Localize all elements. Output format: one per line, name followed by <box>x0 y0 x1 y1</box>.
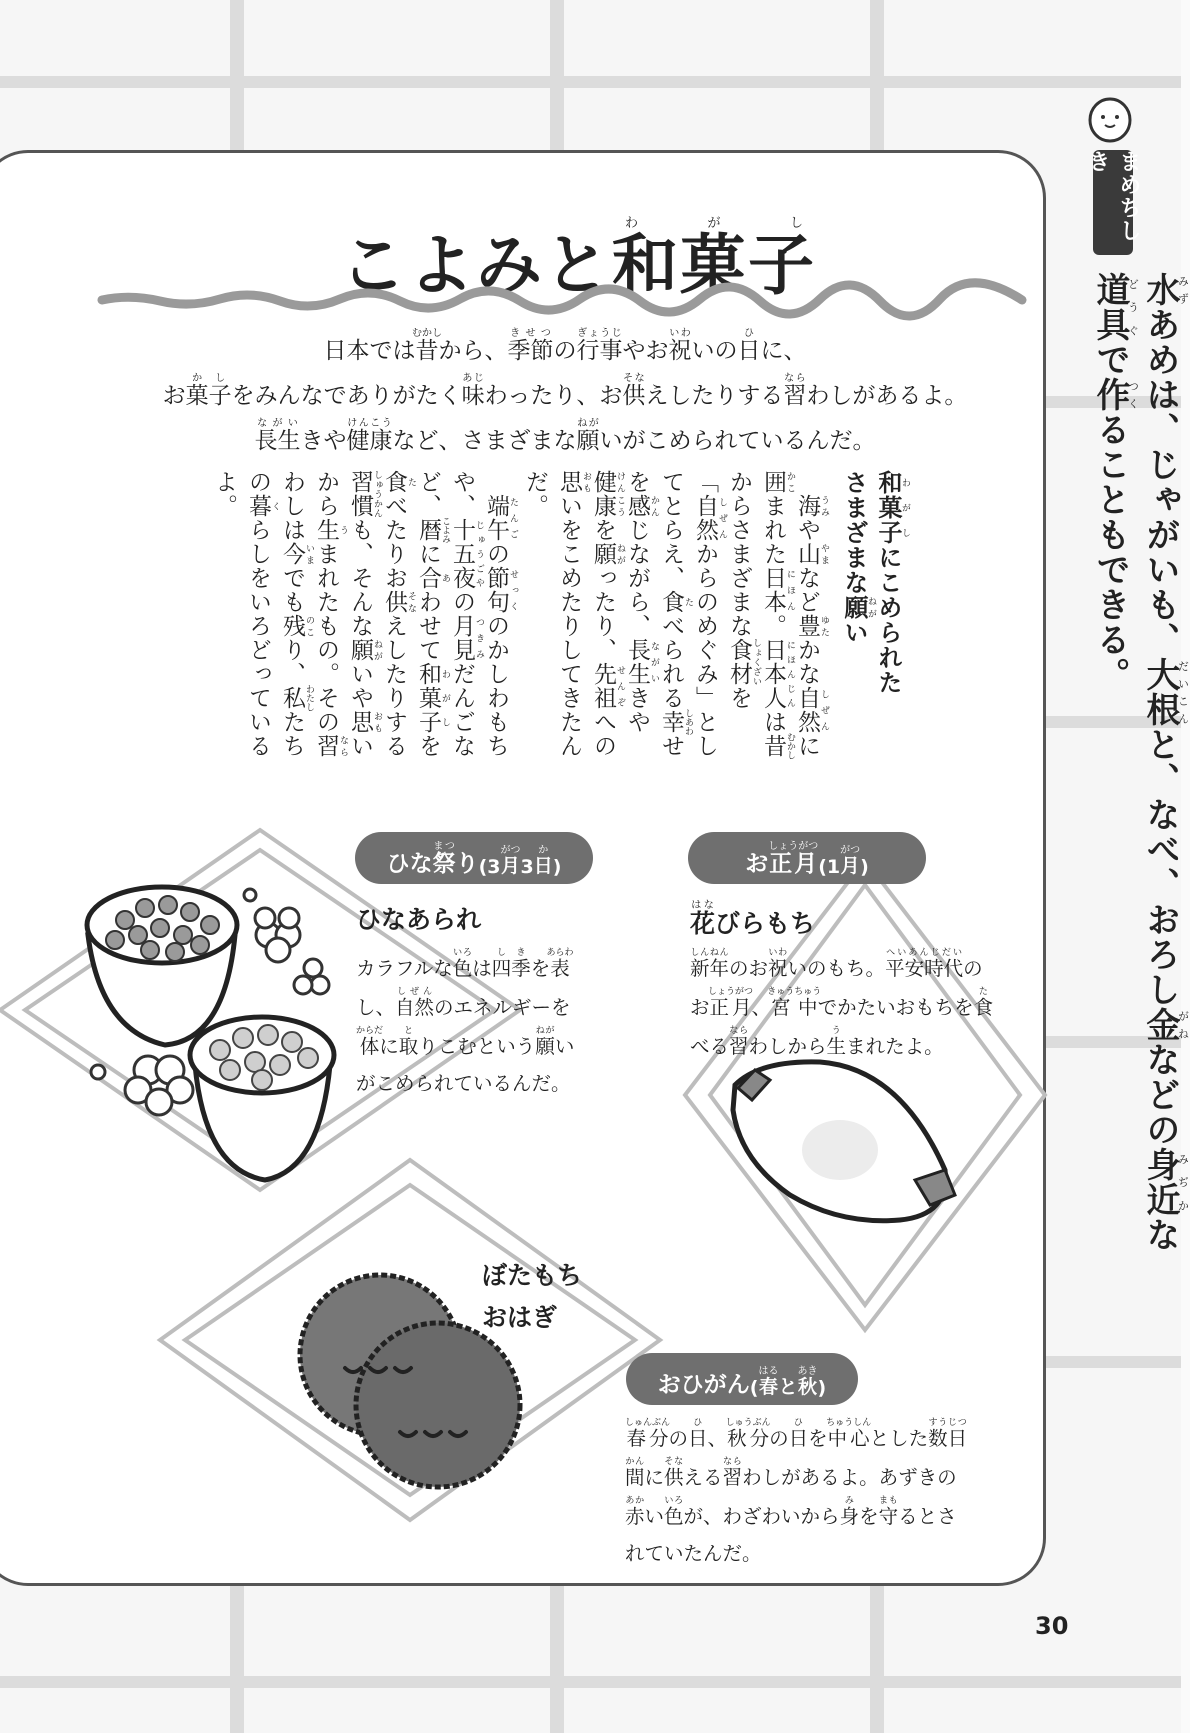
hina-arare-bowls <box>87 887 334 1180</box>
mame-chishiki-text: 水みずあめは、じゃがいも、大根だいこんと、なべ、おろし金がねなどの身近みぢかな道具どうぐで作つくることもできる。 <box>1090 272 1190 1252</box>
page-title: こよみと和菓子わがし <box>340 216 816 304</box>
hina-desc-line: 体からだに取とりこむという願ねがい <box>356 1026 575 1058</box>
oshogatsu-pill: お 正月しょうがつ (1 月がつ ) <box>688 832 926 884</box>
ohigan-pill: おひがん ( 春はる と 秋あき ) <box>626 1353 858 1405</box>
botamochi-name <box>482 1255 582 1339</box>
higan-desc-line: 赤あかい色いろが、わざわいから身みを守まもるとさ <box>625 1496 957 1528</box>
column-heading: 和菓子わがしにこめられた さまざまな願ねがい <box>840 470 910 695</box>
intro-line-2: お菓子かしをみんなでありがたく味あじわったり、お供そなえしたりする習ならわしがあるよ。 <box>162 373 968 409</box>
hina-desc-line: がこめられているんだ。 <box>356 1072 571 1095</box>
shogatsu-desc-line: 新年しんねんのお祝いわいのもち。平安時代へいあんじだいの <box>690 948 983 980</box>
higan-desc-line: 春分しゅんぶんの日ひ、秋分しゅうぶんの日ひを中心ちゅうしんとした数日すうじつ <box>625 1418 968 1450</box>
hanabira-mochi-description <box>690 948 993 1065</box>
hina-arare-description <box>356 948 574 1102</box>
intro-line-3: 長生ながいきや健康けんこうなど、さまざまな願ねがいがこめられているんだ。 <box>254 418 876 454</box>
hina-desc-line: カラフルな色いろは四季しきを表あらわ <box>356 948 574 980</box>
bean-mascot-icon <box>1087 95 1133 143</box>
ohigan-description <box>625 1418 967 1572</box>
hina-desc-line: し、自然しぜんのエネルギーを <box>356 987 571 1019</box>
hinamatsuri-pill: ひな 祭まつ り (3 月がつ 3 日か ) <box>355 832 593 884</box>
higan-desc-line: 間かんに供そなえる習ならわしがあるよ。あずきの <box>625 1457 957 1489</box>
botamochi-label: ぼたもち <box>482 1261 583 1290</box>
higan-desc-line: れていたんだ。 <box>625 1542 762 1565</box>
intro-line-1: 日本では昔むかしから、季節きせつの行事ぎょうじやお祝いわいの日ひに、 <box>323 328 807 364</box>
mame-chishiki-tag: まめちしき <box>1093 150 1133 255</box>
page-number: 30 <box>1035 1612 1069 1640</box>
ohagi-label: おはぎ <box>482 1303 558 1332</box>
column-paragraph-1: 海 うみや山 やまなど豊 ゆたかな自然 しぜんに囲 かこまれた日本 にほん。日本人 にほんじんは昔 むかしからさまざまな食材 しょくざいを「自然 しぜんからのめぐみ」としてとらえ、食 たべられる幸 しあわせを感 かんじながら、長生 ながいきや健康 けんこうを願 ねがったり、先祖 せんぞへの思 おもいをこめたりしてきたんだ。 <box>522 470 829 760</box>
hina-arare-name: ひなあられ <box>356 905 482 934</box>
shogatsu-desc-line: お正月しょうがつ、宮中きゅうちゅうでかたいおもちを食た <box>690 987 994 1019</box>
hanabira-mochi-name: 花はなびらもち <box>690 900 816 938</box>
shogatsu-desc-line: べる習ならわしから生うまれたよ。 <box>690 1026 944 1058</box>
column-paragraph-2: 端午 たんごの節句 せっくのかしわもちや、十五夜 じゅうごやの月見 つきみだんごなど、暦 こよみに合 あわせて和菓子 わがしを食 たべたりお供 そなえしたりする習慣 しゅうかんも、そんな願 ねがいや思 おもいから生 うまれたもの。その習 ならわしは今 いまでも残 のこり、私 わたしたちの暮 くらしをいろどっているよ。 <box>211 470 518 758</box>
hanabira-mochi <box>733 1062 955 1221</box>
